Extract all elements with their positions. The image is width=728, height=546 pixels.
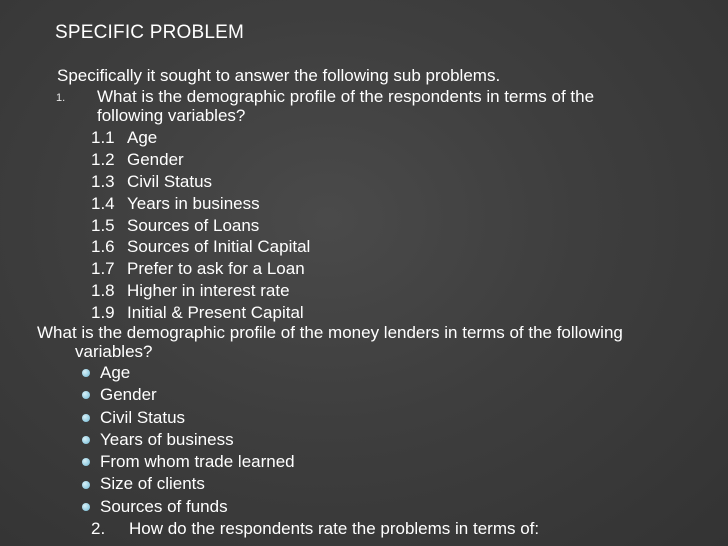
question-1-text: What is the demographic profile of the respondents in terms of the following variables? bbox=[97, 87, 595, 125]
item-number: 1.2 bbox=[91, 149, 115, 169]
list-item bbox=[91, 258, 310, 280]
item-number: 1.5 bbox=[91, 215, 115, 235]
list-item bbox=[82, 407, 295, 429]
bullet-icon bbox=[82, 481, 90, 489]
bullet-icon bbox=[82, 414, 90, 422]
intro-text: Specifically it sought to answer the following sub problems. bbox=[57, 66, 501, 85]
list-item bbox=[82, 429, 295, 451]
bullet-icon bbox=[82, 436, 90, 444]
item-number: 1.1 bbox=[91, 128, 115, 147]
item-label: Size of clients bbox=[100, 474, 205, 494]
list-item bbox=[91, 127, 310, 149]
item-label: Gender bbox=[127, 149, 184, 169]
list-item bbox=[82, 496, 295, 518]
list-item bbox=[91, 302, 310, 324]
money-lenders-question bbox=[37, 323, 697, 361]
list-item bbox=[82, 473, 295, 495]
slide-title: SPECIFIC PROBLEM bbox=[55, 22, 245, 43]
item-label: Years of business bbox=[100, 429, 234, 449]
item-label: Prefer to ask for a Loan bbox=[127, 259, 305, 279]
item-label: Higher in interest rate bbox=[127, 281, 290, 301]
list-item bbox=[91, 193, 310, 215]
list-item bbox=[82, 384, 295, 406]
list-item bbox=[91, 280, 310, 302]
item-number: 1.6 bbox=[91, 237, 115, 257]
item-label: Sources of Initial Capital bbox=[127, 237, 311, 257]
item-label: From whom trade learned bbox=[100, 452, 295, 472]
respondent-variables-list bbox=[91, 127, 310, 324]
item-label: Age bbox=[100, 363, 131, 382]
list-item bbox=[91, 171, 310, 193]
money-lenders-question-line-1: What is the demographic profile of the money lenders in terms of the following bbox=[37, 323, 623, 342]
item-number: 1.9 bbox=[91, 303, 115, 323]
item-number: 1.4 bbox=[91, 193, 115, 213]
money-lenders-question-line-2: variables? bbox=[75, 342, 153, 361]
question-1-number: 1. bbox=[56, 92, 66, 104]
item-label: Years in business bbox=[127, 193, 260, 213]
question-2-text: How do the respondents rate the problems in terms of: bbox=[129, 519, 540, 538]
item-label: Sources of funds bbox=[100, 496, 228, 516]
item-label: Age bbox=[127, 128, 158, 147]
item-label: Sources of Loans bbox=[127, 215, 260, 235]
list-item bbox=[82, 362, 295, 384]
list-item bbox=[91, 215, 310, 237]
item-number: 1.3 bbox=[91, 171, 115, 191]
item-label: Civil Status bbox=[127, 171, 213, 191]
bullet-icon bbox=[82, 458, 90, 466]
money-lenders-variables-list bbox=[82, 362, 295, 518]
item-number: 1.8 bbox=[91, 281, 115, 301]
question-2-number: 2. bbox=[91, 519, 106, 538]
item-label: Initial & Present Capital bbox=[127, 303, 304, 323]
bullet-icon bbox=[82, 503, 90, 511]
item-number: 1.7 bbox=[91, 259, 115, 279]
list-item bbox=[91, 236, 310, 258]
list-item bbox=[82, 451, 295, 473]
item-label: Gender bbox=[100, 385, 157, 405]
question-2 bbox=[91, 518, 539, 540]
bullet-icon bbox=[82, 369, 90, 377]
item-label: Civil Status bbox=[100, 407, 186, 427]
bullet-icon bbox=[82, 391, 90, 399]
list-item bbox=[91, 149, 310, 171]
